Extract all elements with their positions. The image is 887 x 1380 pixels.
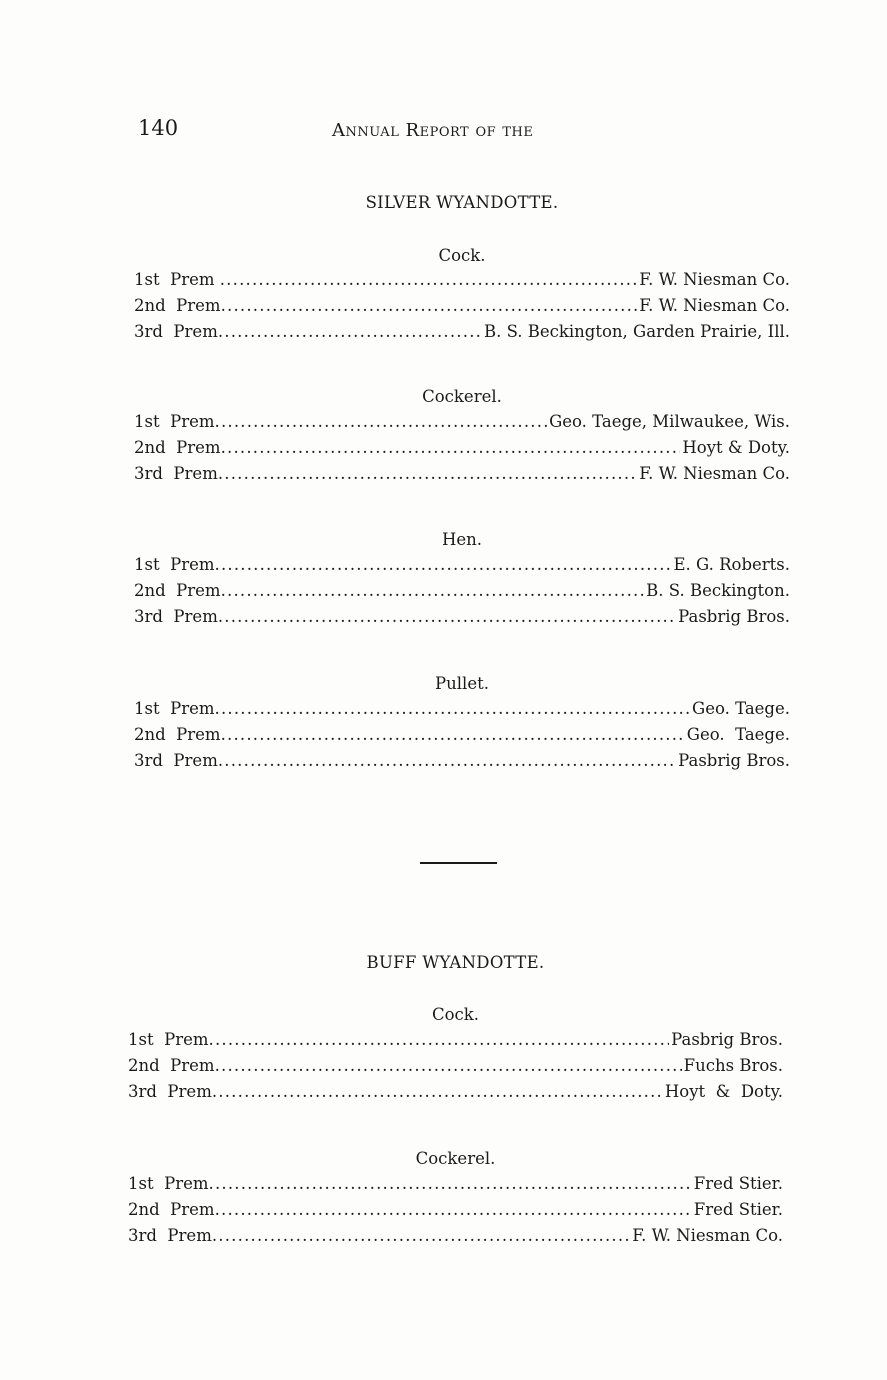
winner-name: F. W. Niesman Co. [639,464,790,483]
place-label: 1st Prem [134,412,215,431]
category-title: Cock. [438,246,486,265]
section-buff-wyandotte [128,0,783,1280]
place-label: 1st Prem [128,1174,209,1193]
winner-name: Geo. Taege, Milwaukee, Wis. [549,412,790,431]
category-title: Cock. [431,1005,480,1024]
place-label: 2nd Prem [128,1200,215,1219]
winner-name: Pasbrig Bros. [671,1030,783,1049]
winner-name: Hoyt & Doty. [682,438,790,457]
category-title: Hen. [441,530,483,549]
winner-name: Fuchs Bros. [683,1056,783,1075]
list-item [128,1174,783,1198]
place-label: 2nd Prem [134,725,221,744]
dot-leader [212,1082,663,1101]
place-label: 3rd Prem [134,607,218,626]
category-title: Pullet. [435,674,489,693]
winner-name: B. S. Beckington, Garden Prairie, Ill. [483,322,790,341]
dot-leader [215,1200,692,1219]
list-item [128,1030,783,1054]
list-item [128,1226,783,1250]
place-label: 2nd Prem [134,581,221,600]
winner-name: Fred Stier. [693,1200,783,1219]
winner-name: Hoyt & Doty. [664,1082,783,1101]
winner-name: F. W. Niesman Co. [632,1226,783,1245]
section-title: SILVER WYANDOTTE. [365,193,559,212]
list-item [128,1200,783,1224]
place-label: 2nd Prem [134,296,221,315]
running-head: Annual Report of the [332,120,534,141]
winner-name: E. G. Roberts. [673,555,790,574]
winner-name: B. S. Beckington. [646,581,790,600]
place-label: 1st Prem [134,555,215,574]
dot-leader [209,1030,670,1049]
winner-name: Pasbrig Bros. [678,751,790,770]
category-title: Cockerel. [422,387,502,406]
winner-name: Geo. Taege. [692,699,790,718]
place-label: 3rd Prem [134,464,218,483]
dot-leader [209,1174,692,1193]
list-item [128,1082,783,1106]
winner-name: Pasbrig Bros. [678,607,790,626]
place-label: 2nd Prem [134,438,221,457]
winner-name: Fred Stier. [693,1174,783,1193]
list-item [128,1056,783,1080]
winner-name: F. W. Niesman Co. [639,296,790,315]
place-label: 1st Prem [128,1030,209,1049]
place-label: 1st Prem [134,699,215,718]
winner-name: F. W. Niesman Co. [639,270,790,289]
section-title: BUFF WYANDOTTE. [366,953,545,972]
place-label: 3rd Prem [134,751,218,770]
dot-leader [212,1226,630,1245]
place-label: 1st Prem [134,270,220,289]
category-title: Cockerel. [415,1149,496,1168]
page-number: 140 [138,116,179,140]
place-label: 2nd Prem [128,1056,215,1075]
place-label: 3rd Prem [134,322,218,341]
place-label: 3rd Prem [128,1226,212,1245]
winner-name: Geo. Taege. [686,725,790,744]
place-label: 3rd Prem [128,1082,212,1101]
dot-leader [215,1056,682,1075]
